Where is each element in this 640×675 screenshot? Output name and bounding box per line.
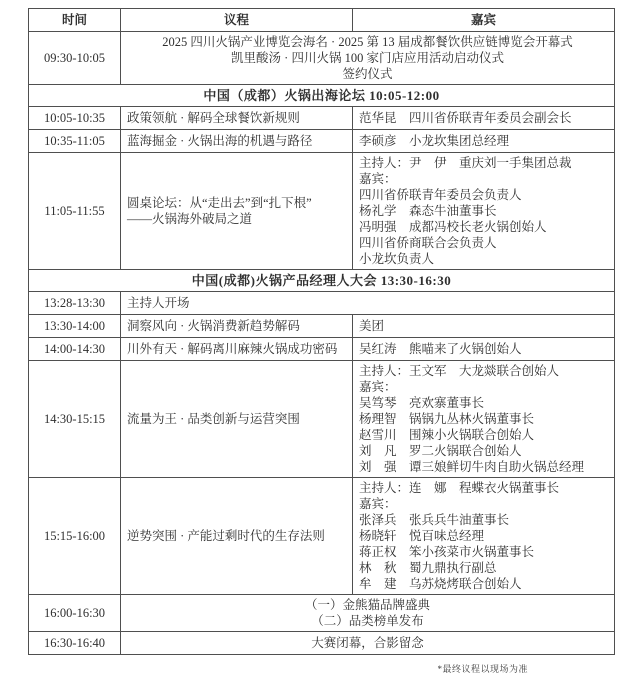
table-row (29, 292, 615, 315)
guest-line: 主持人：连 娜 程蝶衣火锅董事长 (359, 481, 560, 495)
agenda-cell: 川外有天 · 解码离川麻辣火锅成功密码 (121, 338, 353, 361)
guest-line: 刘 凡 罗二火锅联合创始人 (359, 444, 522, 458)
guest-cell: 李硕彦 小龙坎集团总经理 (353, 130, 615, 153)
section-title: 中国（成都）火锅出海论坛 10:05-12:00 (29, 85, 615, 107)
section-title: 中国(成都)火锅产品经理人大会 13:30-16:30 (29, 270, 615, 292)
agenda-line: 凯里酸汤 · 四川火锅 100 家门店应用活动启动仪式 (231, 51, 504, 65)
agenda-cell: 逆势突围 · 产能过剩时代的生存法则 (121, 478, 353, 595)
awards-cell (121, 595, 615, 632)
guest-line: 杨理智 锅锅九丛林火锅董事长 (359, 412, 535, 426)
section-row-product-conference (29, 270, 615, 292)
column-header-time: 时间 (29, 9, 121, 32)
table-row (29, 130, 615, 153)
agenda-cell: 政策领航 · 解码全球餐饮新规则 (121, 107, 353, 130)
agenda-cell (121, 153, 353, 270)
agenda-line: 签约仪式 (342, 67, 393, 81)
time-cell: 11:05-11:55 (29, 153, 121, 270)
agenda-line: ——火锅海外破局之道 (127, 212, 253, 226)
guest-line: 嘉宾： (359, 497, 397, 511)
guest-line: 刘 强 谭三娘鲜切牛肉自助火锅总经理 (359, 460, 585, 474)
table-row (29, 153, 615, 270)
guest-line: 嘉宾： (359, 172, 397, 186)
table-row (29, 595, 615, 632)
table-row (29, 338, 615, 361)
guest-line: 杨晓轩 悦百味总经理 (359, 529, 485, 543)
column-header-agenda: 议程 (121, 9, 353, 32)
time-cell: 10:05-10:35 (29, 107, 121, 130)
time-cell: 09:30-10:05 (29, 32, 121, 85)
guest-cell: 美团 (353, 315, 615, 338)
agenda-line: 圆桌论坛：从“走出去”到“扎下根” (127, 196, 312, 210)
section-row-overseas-forum (29, 85, 615, 107)
table-row (29, 315, 615, 338)
closing-cell: 大赛闭幕，合影留念 (121, 632, 615, 655)
agenda-cell: 主持人开场 (121, 292, 615, 315)
time-cell: 16:30-16:40 (29, 632, 121, 655)
guest-cell: 吴红涛 熊喵来了火锅创始人 (353, 338, 615, 361)
agenda-line: （二）品类榜单发布 (311, 614, 424, 628)
time-cell: 15:15-16:00 (29, 478, 121, 595)
agenda-line: 2025 四川火锅产业博览会海名 · 2025 第 13 届成都餐饮供应链博览会开幕式 (162, 35, 573, 49)
table-row (29, 107, 615, 130)
time-cell: 16:00-16:30 (29, 595, 121, 632)
guest-line: 赵雪川 围辣小火锅联合创始人 (359, 428, 535, 442)
guest-line: 杨礼学 森态牛油董事长 (359, 204, 497, 218)
guest-line: 四川省侨商联合会负责人 (359, 236, 497, 250)
guest-cell (353, 153, 615, 270)
guest-line: 嘉宾： (359, 380, 397, 394)
agenda-cell: 流量为王 · 品类创新与运营突围 (121, 361, 353, 478)
agenda-line: （一）金熊猫品牌盛典 (304, 598, 430, 612)
table-row (29, 632, 615, 655)
guest-line: 蒋正权 笨小孩菜市火锅董事长 (359, 545, 535, 559)
agenda-cell: 蓝海掘金 · 火锅出海的机遇与路径 (121, 130, 353, 153)
time-cell: 14:00-14:30 (29, 338, 121, 361)
time-cell: 10:35-11:05 (29, 130, 121, 153)
time-cell: 13:30-14:00 (29, 315, 121, 338)
time-cell: 14:30-15:15 (29, 361, 121, 478)
guest-line: 牟 建 乌苏烧烤联合创始人 (359, 577, 522, 591)
guest-cell (353, 361, 615, 478)
schedule-table (28, 8, 615, 655)
table-row (29, 361, 615, 478)
guest-line: 四川省侨联青年委员会负责人 (359, 188, 522, 202)
guest-line: 主持人：尹 伊 重庆刘一手集团总裁 (359, 156, 572, 170)
header-row (29, 9, 615, 32)
guest-cell (353, 478, 615, 595)
guest-line: 吴笃琴 亮欢寨董事长 (359, 396, 485, 410)
guest-line: 张泽兵 张兵兵牛油董事长 (359, 513, 510, 527)
agenda-cell: 洞察风向 · 火锅消费新趋势解码 (121, 315, 353, 338)
guest-cell: 范华昆 四川省侨联青年委员会副会长 (353, 107, 615, 130)
footnote: *最终议程以现场为准 (437, 664, 528, 674)
guest-line: 冯明强 成都冯校长老火锅创始人 (359, 220, 547, 234)
time-cell: 13:28-13:30 (29, 292, 121, 315)
table-row (29, 32, 615, 85)
guest-line: 主持人：王文军 大龙燚联合创始人 (359, 364, 560, 378)
column-header-guest: 嘉宾 (353, 9, 615, 32)
table-row (29, 478, 615, 595)
guest-line: 小龙坎负责人 (359, 252, 435, 266)
opening-ceremony-cell (121, 32, 615, 85)
guest-line: 林 秋 蜀九鼎执行副总 (359, 561, 497, 575)
